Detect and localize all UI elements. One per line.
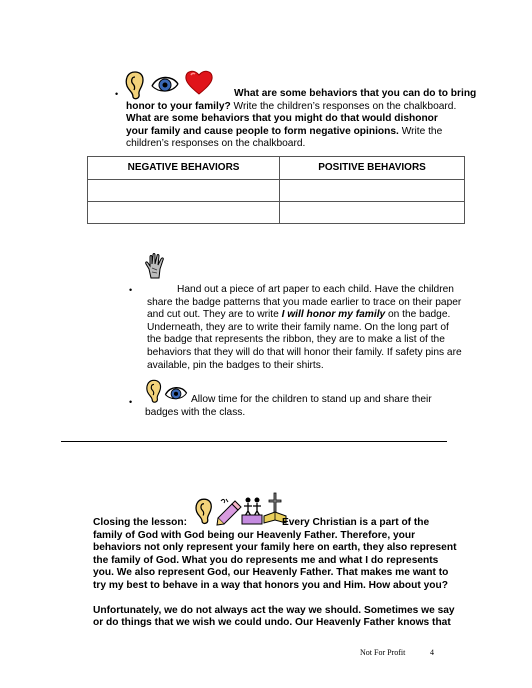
section1-question-line-2: honor to your family? <box>126 100 231 112</box>
table-cell <box>280 180 465 202</box>
section2-line-2: share the badge patterns that you made earlier to trace on their paper <box>147 296 462 308</box>
section1-question-line-4: your family and cause people to form negative opinions. <box>126 125 399 137</box>
section1-instruction-line-4: Write the <box>398 125 443 137</box>
divider <box>61 441 447 442</box>
closing-label: Closing the lesson: <box>93 517 187 528</box>
footer-text: Not For Profit <box>360 648 406 657</box>
negative-behaviors-header: NEGATIVE BEHAVIORS <box>88 157 280 180</box>
closing-p2-line-2: or do things that we wish we could undo. Our Heavenly Father knows that <box>93 617 451 629</box>
hand-icon <box>143 253 167 279</box>
page-number: 4 <box>430 648 434 657</box>
section2-line-1: Hand out a piece of art paper to each child. Have the children <box>177 284 454 295</box>
section2-line-3c: on the badge. <box>385 309 451 321</box>
section1-question-line-3: What are some behaviors that you might do that would dishonor <box>126 113 438 125</box>
bullet: • <box>115 89 119 99</box>
behaviors-table <box>87 156 465 224</box>
section2-line-4: Underneath, they are to write their family name. On the long part of <box>147 321 449 333</box>
closing-line-3: behaviors not only represent your family here on earth, they also represent <box>93 542 457 554</box>
section1-instruction-line-5: children’s responses on the chalkboard. <box>126 138 306 150</box>
section2-line-6: behaviors that they will do that will honor their family. If safety pins are <box>147 346 462 358</box>
section3-line-2: badges with the class. <box>145 406 246 418</box>
bullet: • <box>129 285 133 295</box>
table-header-row <box>88 157 465 180</box>
closing-line-1: Every Christian is a part of the <box>281 517 430 528</box>
table-row <box>88 180 465 202</box>
bullet: • <box>129 397 133 407</box>
section2-line-7: available, pin the badges to their shirts. <box>147 359 324 371</box>
badge-phrase: I will honor my family <box>281 309 386 321</box>
table-row <box>88 202 465 224</box>
table-cell <box>88 202 280 224</box>
section2-line-3a: and cut out. They are to write <box>147 309 282 321</box>
closing-line-6: try my best to behave in a way that honors you and Him. How about you? <box>93 579 448 591</box>
positive-behaviors-header: POSITIVE BEHAVIORS <box>280 157 465 180</box>
closing-line-2: family of God with God being our Heavenly Father. Therefore, your <box>93 529 416 541</box>
table-cell <box>88 180 280 202</box>
section1-instruction-line-2: Write the children’s responses on the chalkboard. <box>230 100 457 112</box>
closing-p2-line-1: Unfortunately, we do not always act the way we should. Sometimes we say <box>93 604 455 616</box>
section2-line-5: the badge that represents the ribbon, they are to make a list of the <box>147 334 445 346</box>
section1-question-line-1: What are some behaviors that you can do to bring <box>234 88 477 99</box>
table-cell <box>280 202 465 224</box>
section3-line-1: Allow time for the children to stand up and share their <box>191 394 432 405</box>
closing-line-4: the family of God. What you do represents me and what I do represents <box>93 554 439 566</box>
closing-line-5: you. We also represent God, our Heavenly Father. That makes me want to <box>93 567 449 579</box>
